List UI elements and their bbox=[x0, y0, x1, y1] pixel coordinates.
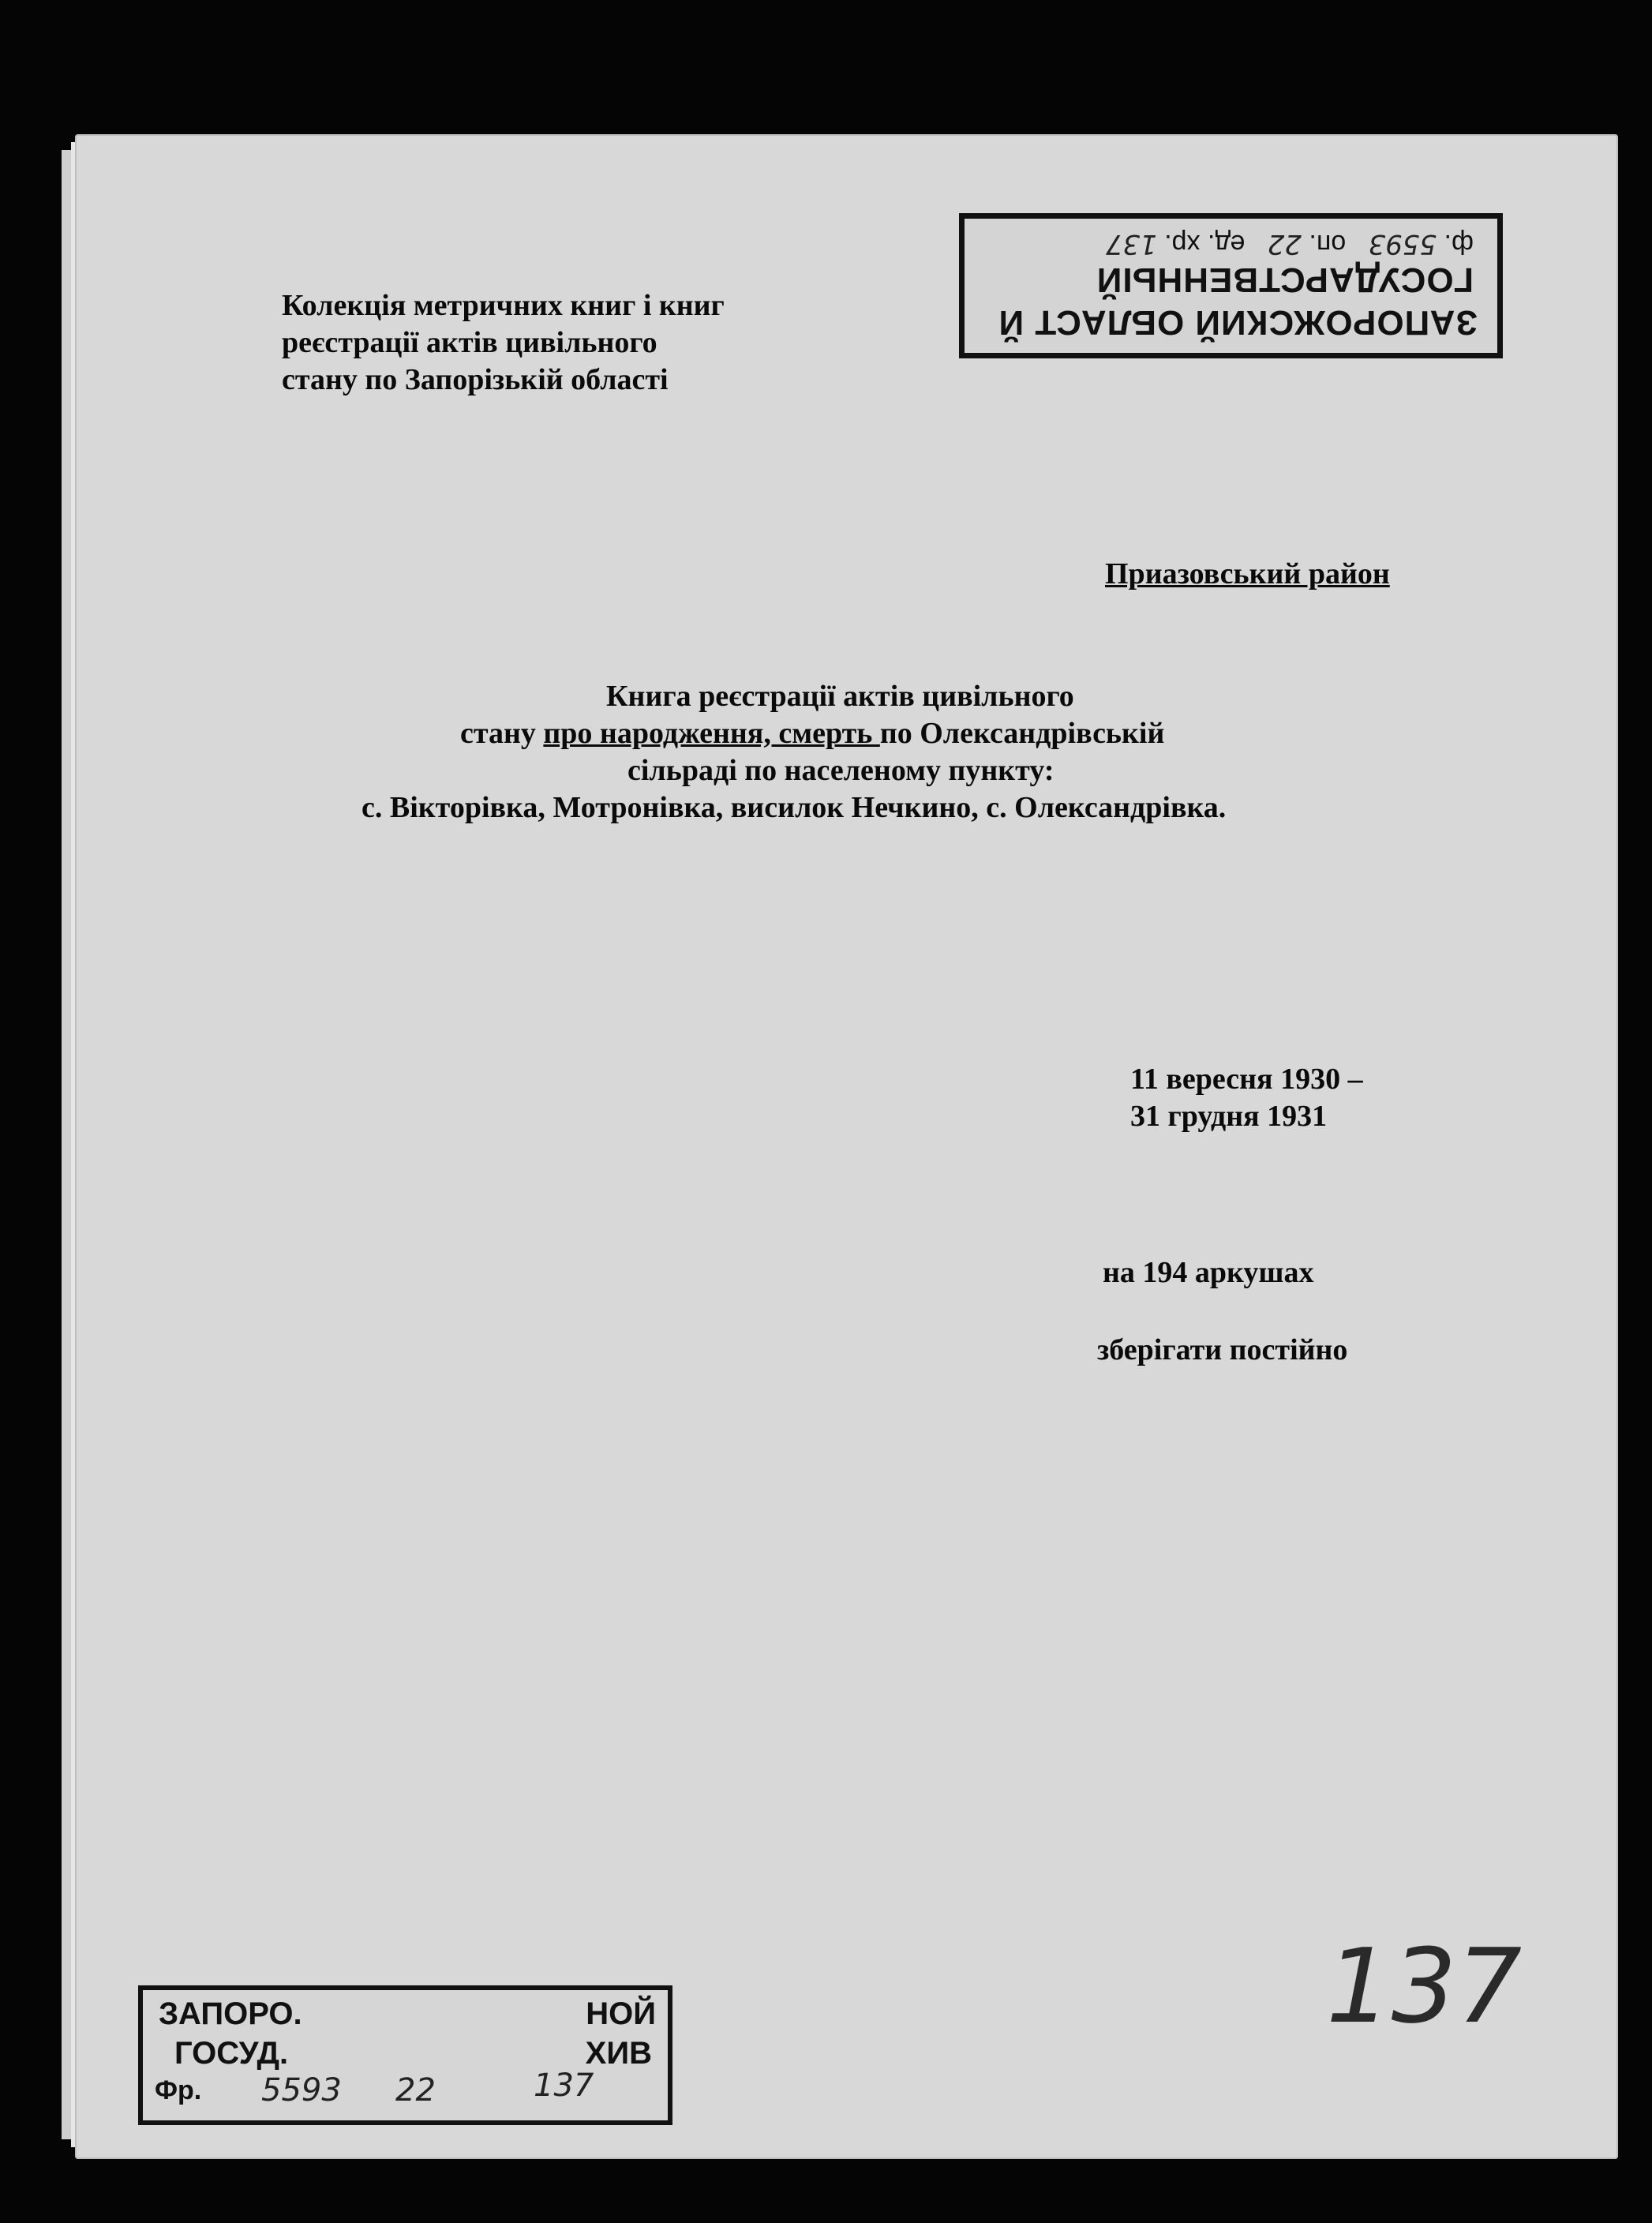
collection-line-2: реєстрації актів цивільного bbox=[282, 326, 657, 359]
stamp-top-line1: ЗАПОРОЖСКИЙ ОБЛАСТ Й bbox=[998, 303, 1478, 342]
document-page bbox=[75, 134, 1618, 2159]
stamp-bottom-item: 137 bbox=[534, 2067, 594, 2104]
stamp-bottom-opis: 22 bbox=[395, 2072, 436, 2109]
stamp-top-item: 137 bbox=[1105, 228, 1157, 260]
sheet-count: на 194 аркушах bbox=[1103, 1256, 1314, 1289]
stamp-top-opis: 22 bbox=[1267, 228, 1302, 260]
book-title-event-types: про народження, смерть bbox=[543, 717, 880, 750]
stamp-bottom-line1-left: ЗАПОРО. bbox=[159, 1996, 302, 2031]
stamp-top-line2: ГОСУДАРСТВЕННЫЙ bbox=[1096, 261, 1474, 299]
stamp-top-item-label: ед. хр. bbox=[1164, 229, 1246, 259]
folio-number: 137 bbox=[1326, 1926, 1523, 2046]
book-title-line-1: Книга реєстрації актів цивільного bbox=[606, 680, 1074, 713]
date-range-end: 31 грудня 1931 bbox=[1130, 1100, 1328, 1133]
book-title-line-2 bbox=[460, 716, 1164, 751]
stamp-bottom-line2-left: ГОСУД. bbox=[174, 2036, 289, 2071]
stamp-top-op-label: оп. bbox=[1309, 229, 1347, 259]
date-range-start: 11 вересня 1930 – bbox=[1130, 1063, 1363, 1096]
stamp-bottom-fond-label: Фр. bbox=[155, 2075, 202, 2105]
stamp-top-line3 bbox=[1106, 228, 1474, 260]
archive-stamp-bottom bbox=[138, 1985, 672, 2125]
collection-line-3: стану по Запорізькій області bbox=[282, 363, 669, 396]
stamp-bottom-line1-right: НОЙ bbox=[586, 1996, 656, 2031]
stamp-top-fond: 5593 bbox=[1368, 228, 1437, 260]
stamp-bottom-line3 bbox=[155, 2067, 594, 2109]
collection-line-1: Колекція метричних книг і книг bbox=[282, 289, 725, 322]
book-title-line-4: с. Вікторівка, Мотронівка, висилок Нечкино, с. Олександрівка. bbox=[361, 791, 1227, 824]
stamp-bottom-fond: 5593 bbox=[261, 2072, 342, 2109]
stamp-bottom-line2-right: ХИВ bbox=[585, 2036, 652, 2071]
book-title-line-3: сільраді по населеному пункту: bbox=[627, 754, 1055, 787]
stamp-top-fond-label: ф. bbox=[1444, 229, 1474, 259]
book-title-line-2-suffix: по Олександрівській bbox=[879, 717, 1165, 750]
district-name: Приазовський район bbox=[1105, 557, 1390, 590]
retention-period: зберігати постійно bbox=[1097, 1333, 1348, 1366]
book-title-line-2-prefix: стану bbox=[460, 717, 544, 750]
archive-stamp-top bbox=[959, 213, 1503, 358]
